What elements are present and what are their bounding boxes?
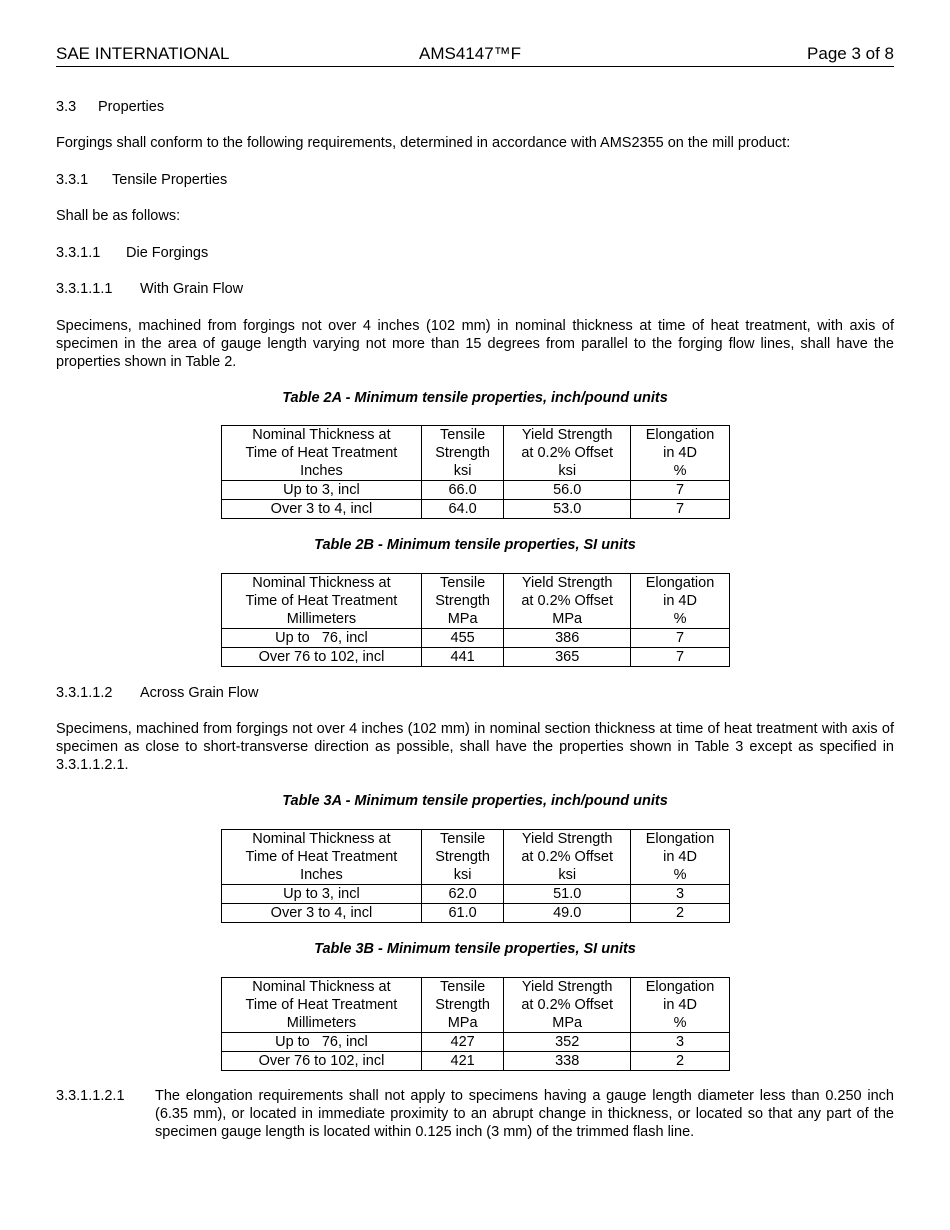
header-cell-yield: Yield Strength at 0.2% Offset ksi <box>504 426 631 481</box>
section-3-3-1-1-1-heading <box>56 280 243 298</box>
header-cell-thickness: Nominal Thickness at Time of Heat Treatment Inches <box>222 830 422 885</box>
table-cell: 421 <box>421 1052 503 1071</box>
table-cell: 53.0 <box>504 500 631 519</box>
table-2a-caption: Table 2A - Minimum tensile properties, inch/pound units <box>282 390 668 406</box>
header-cell-thickness: Nominal Thickness at Time of Heat Treatment Inches <box>222 426 422 481</box>
table-cell: Up to 3, incl <box>222 481 422 500</box>
table-cell: 7 <box>631 648 730 667</box>
header-cell-tensile: Tensile Strength MPa <box>421 574 503 629</box>
header-cell-tensile: Tensile Strength MPa <box>421 978 503 1033</box>
table-cell: 2 <box>631 1052 730 1071</box>
table-cell: 338 <box>504 1052 631 1071</box>
table-row <box>222 1033 730 1052</box>
table-header-row <box>222 830 730 885</box>
section-3-3-1-1-2-heading <box>56 684 258 702</box>
table-cell: 66.0 <box>421 481 503 500</box>
header-cell-thickness: Nominal Thickness at Time of Heat Treatment Millimeters <box>222 978 422 1033</box>
table-header-row <box>222 426 730 481</box>
table-cell: Up to 76, incl <box>222 1033 422 1052</box>
header-cell-thickness: Nominal Thickness at Time of Heat Treatment Millimeters <box>222 574 422 629</box>
table-row <box>222 885 730 904</box>
section-number: 3.3.1 <box>56 172 89 188</box>
table-cell: 7 <box>631 481 730 500</box>
section-3-3-1-heading <box>56 171 227 189</box>
section-3-3-1-1-1-text: Specimens, machined from forgings not over 4 inches (102 mm) in nominal thickness at time of heat treatment, with axis of specimen in the area of gauge length varying not more than 15 degrees from parallel to the forging flow lines, shall have the properties shown in Table 2. <box>56 318 894 370</box>
section-title: Across Grain Flow <box>140 685 259 701</box>
section-3-3-1-1-2-1-text: The elongation requirements shall not apply to specimens having a gauge length diameter less than 0.250 inch (6.35 mm), or located in immediate proximity to an abrupt change in thickness, or located so that any part of the specimen gauge length is located within 0.125 inch (3 mm) of the trimmed flash line. <box>155 1088 894 1140</box>
table-cell: 62.0 <box>421 885 503 904</box>
section-number: 3.3 <box>56 99 77 115</box>
table-header-row <box>222 978 730 1033</box>
table-cell: 427 <box>421 1033 503 1052</box>
table-cell: 2 <box>631 904 730 923</box>
header-organization: SAE INTERNATIONAL <box>56 44 230 63</box>
table-cell: Over 76 to 102, incl <box>222 648 422 667</box>
table-3b <box>221 977 730 1071</box>
table-row <box>222 1052 730 1071</box>
header-cell-elongation: Elongation in 4D % <box>631 574 730 629</box>
section-3-3-text: Forgings shall conform to the following requirements, determined in accordance with AMS2355 on the mill product: <box>56 135 791 151</box>
table-cell: 441 <box>421 648 503 667</box>
table-cell: Over 3 to 4, incl <box>222 500 422 519</box>
table-cell: 56.0 <box>504 481 631 500</box>
section-title: Tensile Properties <box>112 172 228 188</box>
table-2b <box>221 573 730 667</box>
table-cell: 64.0 <box>421 500 503 519</box>
section-number: 3.3.1.1.2 <box>56 685 113 701</box>
table-cell: 455 <box>421 629 503 648</box>
table-row <box>222 904 730 923</box>
table-3a <box>221 829 730 923</box>
table-cell: 49.0 <box>504 904 631 923</box>
section-title: Properties <box>98 99 165 115</box>
section-3-3-1-text: Shall be as follows: <box>56 208 181 224</box>
header-document-number: AMS4147™F <box>419 44 522 63</box>
table-3b-caption: Table 3B - Minimum tensile properties, SI units <box>314 941 636 957</box>
table-cell: Over 76 to 102, incl <box>222 1052 422 1071</box>
section-3-3-1-1-heading <box>56 244 208 262</box>
header-cell-tensile: Tensile Strength ksi <box>421 830 503 885</box>
header-cell-elongation: Elongation in 4D % <box>631 830 730 885</box>
section-3-3-heading <box>56 98 164 116</box>
section-title: Die Forgings <box>126 245 209 261</box>
section-3-3-1-1-2-text: Specimens, machined from forgings not over 4 inches (102 mm) in nominal section thickness at time of heat treatment with axis of specimen as close to short-transverse direction as possible, shall have the properties shown in Table 3 except as specified in 3.3.1.1.2.1. <box>56 721 894 773</box>
header-cell-tensile: Tensile Strength ksi <box>421 426 503 481</box>
table-cell: 365 <box>504 648 631 667</box>
table-row <box>222 500 730 519</box>
table-2a <box>221 425 730 519</box>
table-cell: 51.0 <box>504 885 631 904</box>
table-cell: 7 <box>631 629 730 648</box>
table-cell: 7 <box>631 500 730 519</box>
table-cell: 3 <box>631 1033 730 1052</box>
table-cell: 61.0 <box>421 904 503 923</box>
section-number: 3.3.1.1.1 <box>56 281 113 297</box>
table-header-row <box>222 574 730 629</box>
table-2b-caption: Table 2B - Minimum tensile properties, SI units <box>314 537 636 553</box>
header-cell-yield: Yield Strength at 0.2% Offset MPa <box>504 574 631 629</box>
table-cell: 352 <box>504 1033 631 1052</box>
table-cell: 3 <box>631 885 730 904</box>
header-cell-elongation: Elongation in 4D % <box>631 978 730 1033</box>
table-cell: Up to 76, incl <box>222 629 422 648</box>
section-3-3-1-1-2-1-number: 3.3.1.1.2.1 <box>56 1088 125 1104</box>
table-cell: Over 3 to 4, incl <box>222 904 422 923</box>
table-row <box>222 629 730 648</box>
table-row <box>222 648 730 667</box>
table-cell: Up to 3, incl <box>222 885 422 904</box>
section-title: With Grain Flow <box>140 281 244 297</box>
header-page-number: Page 3 of 8 <box>807 44 894 63</box>
table-3a-caption: Table 3A - Minimum tensile properties, inch/pound units <box>282 793 668 809</box>
header-cell-yield: Yield Strength at 0.2% Offset ksi <box>504 830 631 885</box>
header-cell-elongation: Elongation in 4D % <box>631 426 730 481</box>
header-cell-yield: Yield Strength at 0.2% Offset MPa <box>504 978 631 1033</box>
section-number: 3.3.1.1 <box>56 245 101 261</box>
page-header <box>56 44 894 67</box>
table-row <box>222 481 730 500</box>
table-cell: 386 <box>504 629 631 648</box>
